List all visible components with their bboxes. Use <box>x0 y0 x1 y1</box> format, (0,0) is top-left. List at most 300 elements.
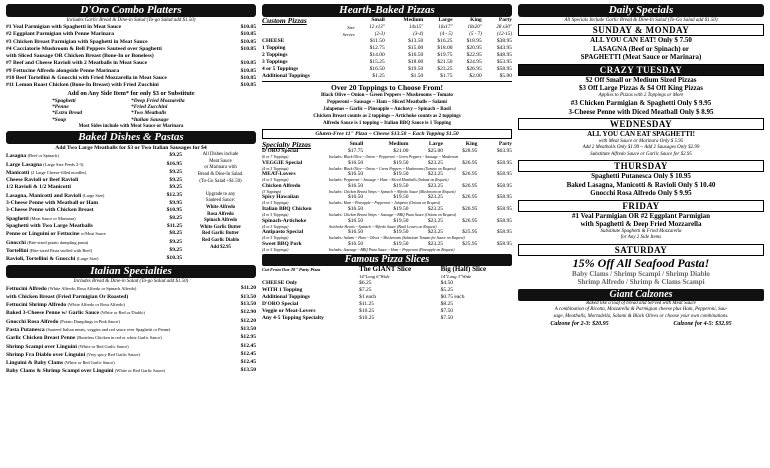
price-cell: $16.50 <box>348 229 364 236</box>
price-cell: $58.95 <box>496 182 512 189</box>
menu-item <box>6 75 256 82</box>
price-cell: $23.25 <box>427 182 443 189</box>
col-header: Party <box>498 17 512 23</box>
item-price: $9.25 <box>169 184 182 191</box>
slice-row <box>262 294 512 301</box>
price-cell: $58.95 <box>496 217 512 224</box>
pizza-name: Antipasto Special <box>262 229 304 236</box>
item-name: Gnocchi Rosa Alfredo (Potato Dumplings in Pink Sauce) <box>6 318 120 325</box>
item-name: 3-Cheese Penne with Meatball or Ham <box>6 200 99 207</box>
menu-item <box>6 239 182 247</box>
specialty-pizza-table <box>262 141 512 252</box>
menu-item <box>6 247 182 255</box>
item-price: $12.35 <box>166 191 182 198</box>
menu-item <box>6 309 256 317</box>
item-name: Tortellini (Bite-sized Pasta stuffed with Beef) <box>6 247 93 254</box>
price-cell: $23.25 <box>427 217 443 224</box>
item-name: #9 Fettucine Alfredo alongside Penne Marinara <box>6 67 120 74</box>
menu-item <box>6 161 182 169</box>
big-price: $5.25 <box>440 287 453 294</box>
pizza-name: VEGGIE Special <box>262 159 303 166</box>
topping-line: Black Olive ~ Onion ~ Green Peppers ~ Mushrooms ~ Tomato <box>321 93 453 98</box>
price-cell: $26.95 <box>466 66 482 72</box>
item-price: $10.85 <box>240 31 256 38</box>
item-price: $10.35 <box>166 255 182 262</box>
topping-line: Alfredo Sauce is 1 topping ~ Italian BBQ Sauce is 1 Topping <box>323 121 451 126</box>
item-price: $9.95 <box>169 200 182 207</box>
pizza-name: Sweet BBQ Pork <box>262 240 302 247</box>
size-cell: 12 x13" <box>369 25 385 30</box>
special-line: $3 Off Large Pizzas & $4 Off King Pizzas <box>578 84 704 92</box>
item-name: 1/2 Ravioli & 1/2 Manicotti <box>6 184 71 191</box>
specialty-desc-row <box>262 248 512 253</box>
item-price: $13.50 <box>240 367 256 374</box>
side-note-line: White Alfredo <box>205 205 236 211</box>
pizza-desc: Includes: Pepperoni ~ Sausage ~ Ham ~ Sliced Meatballs (Salami on Request) <box>328 178 449 183</box>
price-cell: $16.50 <box>348 217 364 224</box>
calzone-line: sage, Meatballs, Mortadella, Salami & Black Olives or choose your own combinations. <box>553 313 729 319</box>
price-cell: $19.50 <box>393 240 409 247</box>
thu-title: THURSDAY <box>518 160 764 172</box>
side-note-line: Meat Sauce <box>209 158 232 164</box>
item-name: #1 Veal Parmigian with Spaghetti in Meat Sauce <box>6 24 122 30</box>
special-line: ALL YOU CAN EAT! Only $ 7.50 <box>590 36 692 44</box>
pizza-desc: Includes: Chicken Breast Strips ~ Sausage ~ BBQ Pizza Sauce (Onions on Request) <box>328 212 457 217</box>
row-label: CHEESE <box>262 38 285 44</box>
spacer <box>262 273 359 280</box>
specialty-row <box>262 229 512 236</box>
item-price: $13.50 <box>240 325 256 332</box>
price-cell: $58.95 <box>496 159 512 166</box>
big-price: $7.50 <box>440 308 453 315</box>
special-line: $2 Off Small or Medium Sized Pizzas <box>585 75 697 84</box>
right-column <box>518 4 764 328</box>
price-cell: $23.25 <box>427 240 443 247</box>
side-note-line: Add $2.95 <box>210 244 231 250</box>
price-cell: $21.50 <box>437 59 453 65</box>
price-cell: $16.50 <box>348 194 364 201</box>
side-note-line: Rosa Alfredo <box>207 211 234 217</box>
special-line: Spaghetti Putanesca Only $ 10.95 <box>591 172 691 180</box>
menu-item <box>6 46 256 53</box>
price-cell: $58.95 <box>496 171 512 178</box>
calzone-line: Baked like a loaf of bread and Served with Meat Sauce <box>586 300 696 306</box>
item-name: Fettucini Alfredo (White Alfredo, Rosa Alfredo or Spinach Alfredo) <box>6 286 137 293</box>
price-cell: $58.95 <box>496 229 512 236</box>
daily-title: Daily Specials <box>518 4 764 17</box>
item-price: $9.25 <box>169 168 182 175</box>
item-detail: (White Alfredo, Rosa Alfredo or Spinach Alfredo) <box>48 286 137 292</box>
giant-size: 14"Long 6"Wide <box>359 274 390 280</box>
pizza-desc: Includes: Chicken Breast Strips ~ Spinach ~ Alfredo Sauce (Mushroom on Request) <box>328 189 456 194</box>
price-cell: $58.95 <box>496 205 512 212</box>
hearth-title: Hearth-Baked Pizzas <box>262 4 512 17</box>
item-name: Penne or Linguini or Fettucine w/Meat Sauce <box>6 231 106 238</box>
specialty-row <box>262 218 512 225</box>
specialty-row <box>262 171 512 178</box>
item-price: $9.25 <box>169 246 182 253</box>
item-detail: (Large Size Feeds 2-3) <box>43 161 84 167</box>
italian-list <box>6 285 256 375</box>
price-cell: $1.50 <box>410 73 424 79</box>
price-cell: $21.00 <box>393 148 409 154</box>
menu-item <box>6 301 256 309</box>
fri-title: FRIDAY <box>518 200 764 212</box>
giant-price: $1 each <box>359 294 377 301</box>
item-detail: (Bite-sized potato dumpling pasta) <box>27 239 89 245</box>
size-cell: (3-4) <box>413 32 424 37</box>
slice-name: WITH 1 Topping <box>262 287 303 294</box>
item-name: Pasta Putanesca (Sauteed Italian meats, veggies and red sauce over Spaghetti or Penne) <box>6 326 171 333</box>
specialty-row <box>262 194 512 201</box>
row-label: 2 Toppings <box>262 52 288 58</box>
menu-item <box>6 351 256 359</box>
item-name: Baked 3-Cheese Penne w/ Garlic Sauce (White or Red or Diablo) <box>6 310 145 317</box>
menu-item <box>6 223 182 230</box>
baked-list <box>6 152 182 263</box>
price-cell: $16.50 <box>348 171 364 178</box>
item-name: Lasagna, Manicotti and Ravioli (Large Size) <box>6 192 105 199</box>
item-name: #3 Chicken Breast Parmigian with Spaghetti in Meat Sauce <box>6 38 148 45</box>
mon-title: SUNDAY & MONDAY <box>518 24 764 36</box>
item-detail: (Bite-sized Pasta stuffed with Beef) <box>29 247 93 253</box>
price-cell: $16.50 <box>348 205 364 212</box>
item-price: $12.45 <box>240 342 256 349</box>
addon-title: Add on Any Side Item* for only $3 or Substitute <box>67 89 195 97</box>
side-item: *Extra Bread <box>52 110 83 117</box>
size-cell: 14x15" <box>408 25 424 30</box>
side-item: *Fried Zucchini <box>131 104 168 111</box>
slice-row <box>262 287 512 294</box>
row-label: 3 Toppings <box>262 59 288 65</box>
item-detail: (Sauteed Italian meats, veggies and red sauce over Spaghetti or Penne) <box>46 326 171 332</box>
menu-item <box>6 359 256 367</box>
price-cell: $48.95 <box>496 52 512 58</box>
special-note: Substitute Alfredo Sauce or Garlic Sauce for $2.95 <box>590 151 692 157</box>
price-cell: $16.50 <box>348 159 364 166</box>
menu-item <box>6 285 256 293</box>
left-column <box>6 4 256 376</box>
size-cell: (12-15) <box>497 32 512 37</box>
menu-item <box>6 39 256 46</box>
side-note-line: Sauteed Sauce: <box>205 198 236 204</box>
price-cell: $25.00 <box>427 148 443 154</box>
pizza-name: Italian BBQ Chicken <box>262 205 312 212</box>
special-line: ALL YOU CAN EAT SPAGHETTI! <box>587 130 695 138</box>
side-item: *Italian Sausage <box>131 116 169 123</box>
specialty-row <box>262 183 512 190</box>
side-item: *Spaghetti <box>52 97 76 104</box>
item-price: $10.95 <box>166 207 182 214</box>
special-line: #3 Chicken Parmigian & Spaghetti Only $ 9.95 <box>570 99 712 107</box>
tue-extra <box>518 99 764 116</box>
big-price: $0.75 each <box>440 294 465 301</box>
calzone-line: A combination of Ricotta, Mozzarella & Parmigian cheese plus Ham, Pepperoni, Sau- <box>554 307 728 312</box>
price-cell: $19.50 <box>393 229 409 236</box>
item-detail: (Boneless Chicken in red or white Garlic Sauce) <box>76 335 162 341</box>
slice-row <box>262 315 512 322</box>
combo-title: D'Oro Combo Platters <box>6 4 256 17</box>
price-cell: $16.25 <box>437 38 453 44</box>
topping-line: Jalapenos ~ Garlic ~ Pineapple ~ Anchovy ~ Spinach ~ Basil <box>323 107 451 112</box>
side-note-line: Upgrade to any <box>205 191 236 197</box>
price-cell: $24.95 <box>466 59 482 65</box>
price-row <box>262 38 512 45</box>
col-header: Small <box>349 141 364 147</box>
menu-item <box>6 367 256 375</box>
slice-row <box>262 280 512 287</box>
price-cell: $12.75 <box>369 45 385 51</box>
col-header: Medium <box>403 17 424 23</box>
menu-item <box>6 60 256 67</box>
price-cell: $19.75 <box>437 52 453 58</box>
wed-title: WEDNESDAY <box>518 118 764 130</box>
price-cell: $16.50 <box>408 52 424 58</box>
price-cell: $14.00 <box>369 52 385 58</box>
price-cell: $53.95 <box>496 59 512 65</box>
price-cell: $17.75 <box>348 148 364 154</box>
pizza-name: Spinach-Artichoke <box>262 217 307 224</box>
item-price <box>232 53 256 60</box>
size-cell: (2-3) <box>374 32 385 37</box>
giant-price: $10.25 <box>359 315 375 322</box>
price-cell: $26.95 <box>462 217 478 224</box>
specialty-row <box>262 206 512 213</box>
specialty-row <box>262 160 512 167</box>
item-name: #2 Eggplant Parmigian with Penne Marinara <box>6 31 114 38</box>
price-row <box>262 73 512 80</box>
calzone-desc <box>518 301 764 321</box>
price-cell: $26.95 <box>462 171 478 178</box>
item-price: $9.25 <box>169 238 182 245</box>
topping-count: (4 or 5 Toppings) <box>262 212 289 217</box>
item-price: $9.25 <box>169 152 182 159</box>
item-detail: (2 Large Cheese-filled noodles) <box>30 169 87 175</box>
pizza-desc: Includes: Sausage ~ BBQ Pizza Sauce ~ Ham ~ Pepperoni (Pineapple on Request) <box>328 247 455 252</box>
price-cell: $26.95 <box>462 159 478 166</box>
item-price: $10.85 <box>240 45 256 52</box>
side-note-line: Red Garlic Diablo <box>201 238 240 244</box>
slice-name: Any 4-5 Topping Specialty <box>262 315 324 322</box>
item-detail: (Meat Sauce or Marinara) <box>30 215 76 221</box>
item-name: with Sliced Sausage OR Chicken Breast (Bone-In or Boneless) <box>6 53 154 60</box>
price-cell: $1.25 <box>372 73 385 79</box>
price-cell: $19.50 <box>393 205 409 212</box>
special-line: 3-Cheese Penne with Diced Meatball Only $ 8.95 <box>568 107 714 116</box>
big-price: $4.50 <box>440 280 453 287</box>
tue-note: Applies to Pizzas with 2 Toppings or More <box>598 92 684 98</box>
pizza-desc: Includes: Salami ~ Ham ~ Olives ~ Mushrooms (Substitute Tomato for Sauce on Request) <box>328 236 465 241</box>
special-line: Baked Lasagna, Manicotti & Ravioli Only $ 10.40 <box>566 180 716 189</box>
divider <box>262 81 512 82</box>
price-cell: $1.75 <box>440 73 453 79</box>
pizza-name: D'ORO Special <box>262 148 299 154</box>
baked-side-note <box>182 152 256 263</box>
price-cell: $19.50 <box>393 217 409 224</box>
big-price: $8.25 <box>440 301 453 308</box>
col-header: King <box>465 141 478 147</box>
side-item: *Penne <box>52 104 69 111</box>
price-cell: $22.95 <box>466 52 482 58</box>
side-note-line <box>185 185 256 192</box>
menu-item <box>6 200 182 207</box>
item-name: Shrimp Scampi over Linguini (White or Red Garlic Sauce) <box>6 343 129 350</box>
price-row <box>262 52 512 59</box>
price-cell: $43.95 <box>496 45 512 51</box>
sat-headline: 15% Off All Seafood Pasta! <box>572 255 710 270</box>
price-cell: $23.25 <box>427 171 443 178</box>
side-note-line: (To-Go Salad +$1.50) <box>199 178 242 184</box>
price-cell: $15.25 <box>369 59 385 65</box>
item-name: Gnocchi (Bite-sized potato dumpling pasta) <box>6 239 89 246</box>
price-row <box>262 66 512 73</box>
side-item: *Two Meatballs <box>131 110 167 117</box>
menu-item <box>6 68 256 75</box>
sides-note: Most Sides include with Meat Sauce or Marinara <box>78 124 184 130</box>
price-cell: $15.00 <box>408 45 424 51</box>
col-header: Large <box>428 141 443 147</box>
special-note: for Any 2 Side Items <box>620 235 662 240</box>
row-label: Serves <box>342 32 355 37</box>
price-cell: $18.00 <box>408 59 424 65</box>
giant-price: $11.25 <box>359 301 374 308</box>
giant-price: $7.25 <box>359 287 372 294</box>
topping-count: (4 or 5 Toppings) <box>262 166 289 171</box>
item-detail: (White or Red or Diablo) <box>100 310 145 316</box>
special-line: Gnocchi Rosa Alfredo Only $ 9.95 <box>590 189 692 197</box>
thu-special <box>518 172 764 198</box>
side-note-line: Red Garlic Butter <box>201 231 240 237</box>
item-name: #4 Cacciatorie Mushroom & Bell Peppers Sauteed over Spaghetti <box>6 45 162 52</box>
topping-count: (3 Toppings) <box>262 189 282 194</box>
pizza-desc: Includes: Black Olive ~ Onion ~ Pepperoni ~ Green Peppers ~ Sausage ~ Mushroom <box>328 155 459 159</box>
special-line: LASAGNA (Beef or Spinach) or <box>593 44 689 53</box>
menu-item <box>6 207 182 214</box>
item-name: Spaghetti with Two Large Meatballs <box>6 222 93 229</box>
pizza-name: Chicken Alfredo <box>262 182 301 189</box>
price-cell: $23.25 <box>427 229 443 236</box>
item-name: 3-Cheese Penne with Chicken Breast <box>6 207 94 214</box>
item-price: $11.25 <box>166 222 182 229</box>
item-detail: w/Meat Sauce <box>80 231 106 237</box>
pizza-desc: Includes: Black Olive ~ Onion ~ Green Peppers ~ Mushrooms (Tomato on Request) <box>328 166 456 171</box>
slice-row <box>262 301 512 308</box>
item-name: Spaghetti (Meat Sauce or Marinara) <box>6 215 76 222</box>
wed-special <box>518 130 764 139</box>
topping-count: (6 or 7 Toppings) <box>262 155 289 159</box>
slices-table <box>262 266 512 322</box>
price-cell: $16.50 <box>348 240 364 247</box>
price-cell: $26.95 <box>462 205 478 212</box>
wed-notes <box>518 139 764 159</box>
side-note-line: or Marinara with <box>204 165 237 171</box>
item-detail: (White or Red Garlic Sauce) <box>114 368 166 374</box>
big-label: Big (Half) Slice <box>440 265 487 274</box>
item-price: $10.85 <box>240 67 256 74</box>
price-row <box>262 45 512 52</box>
special-line: Shrimp Alfredo / Shrimp & Clams Scampi <box>577 278 705 286</box>
menu-item <box>6 177 182 184</box>
calzone-prices <box>518 320 764 328</box>
item-name: #7 Beef and Cheese Ravioli with 2 Meatballs in Meat Sauce <box>6 60 148 67</box>
daily-note: All Specials Include Garlic Bread & Dine-In Salad (To-Go Salad add $1.50) <box>564 18 718 23</box>
item-name: Fettucini Shrimp Alfredo (White Alfredo or Rosa Alfredo) <box>6 302 125 309</box>
combo-note: Includes Garlic Bread & Dine-in Salad (To-go Salad add $1.50) <box>66 18 196 23</box>
item-price: $12.95 <box>240 334 256 341</box>
price-cell: $18.95 <box>466 38 482 44</box>
price-cell: $23.25 <box>427 159 443 166</box>
menu-item <box>6 343 256 351</box>
calzone-price-large: Calzone for 4-5: $32.95 <box>673 321 732 327</box>
item-detail: (White or Red Garlic Sauce) <box>78 343 129 349</box>
item-price: $12.20 <box>240 317 256 324</box>
col-header: Party <box>498 141 512 147</box>
item-price: $10.85 <box>240 38 256 45</box>
price-cell: $38.95 <box>496 38 512 44</box>
topping-line: Pepperoni ~ Sausage ~ Ham ~ Sliced Meatballs ~ Salami <box>327 100 447 105</box>
baked-title: Baked Dishes & Pastas <box>6 131 256 144</box>
item-price: $12.45 <box>240 359 256 366</box>
slice-row <box>262 308 512 315</box>
menu-item <box>6 169 182 177</box>
item-detail: (Beef or Spinach) <box>27 153 59 159</box>
item-name: Large Lasagna (Large Size Feeds 2-3) <box>6 161 84 168</box>
price-cell: $19.50 <box>393 194 409 201</box>
price-cell: $19.50 <box>393 159 409 166</box>
menu-item <box>6 184 182 191</box>
special-line: with Spaghetti & Deep Fried Mozzarella <box>580 220 702 228</box>
side-note-line: Spinach Alfredo <box>203 218 238 224</box>
tue-title: CRAZY TUESDAY <box>518 64 764 76</box>
price-cell: $19.50 <box>393 171 409 178</box>
item-price: $8.25 <box>169 214 182 221</box>
item-detail: (Large Size) <box>76 256 99 262</box>
combo-list <box>6 24 256 90</box>
price-cell: $23.25 <box>437 66 453 72</box>
col-header: Medium <box>388 141 409 147</box>
menu-item <box>6 326 256 334</box>
price-cell: $19.50 <box>393 182 409 189</box>
special-note: with Meat Sauce or Marinara Only $ 5.95 <box>598 138 684 144</box>
topping-count: (4 or 5 Toppings) <box>262 236 289 241</box>
item-name: Baby Clams & Shrimp Scampi over Linguini (White or Red Garlic Sauce) <box>6 368 166 375</box>
item-name: #11 Lemon Roast Chicken (Bone-In Breast) with Fried Zucchini <box>6 82 159 89</box>
slice-name: Veggie or Meat-Lovers <box>262 308 316 315</box>
pizza-desc: Includes: Ham ~ Pineapple ~ Pepperoni ~ Jalapeno (Onions on Request) <box>328 201 441 206</box>
giant-price: $6.25 <box>359 280 372 287</box>
item-price: $10.85 <box>240 75 256 82</box>
item-detail: (Potato Dumplings in Pink Sauce) <box>59 318 120 324</box>
menu-item <box>6 31 256 38</box>
price-cell: $28.95 <box>462 148 478 154</box>
price-cell: $63.95 <box>496 148 512 154</box>
special-note: Substitute Spaghetti & Fried Mozzarella <box>600 228 682 234</box>
price-cell: $23.25 <box>427 205 443 212</box>
tue-special <box>518 76 764 93</box>
item-price: $9.25 <box>169 177 182 184</box>
special-line: Baby Clams / Shrimp Scampi / Shrimp Diablo <box>572 269 710 278</box>
price-cell: $26.95 <box>462 194 478 201</box>
specialty-row <box>262 241 512 248</box>
price-cell: $16.50 <box>348 182 364 189</box>
topping-count: (4 or 5 Toppings) <box>262 224 289 229</box>
side-note-line: White Garlic Butter <box>199 224 242 230</box>
menu-item <box>6 255 182 263</box>
big-size: 14"Long 3"Wide <box>440 274 472 280</box>
price-cell: $11.50 <box>369 38 385 44</box>
item-price: $13.50 <box>240 293 256 300</box>
pizza-name: Spicy Hawaiian <box>262 194 299 201</box>
